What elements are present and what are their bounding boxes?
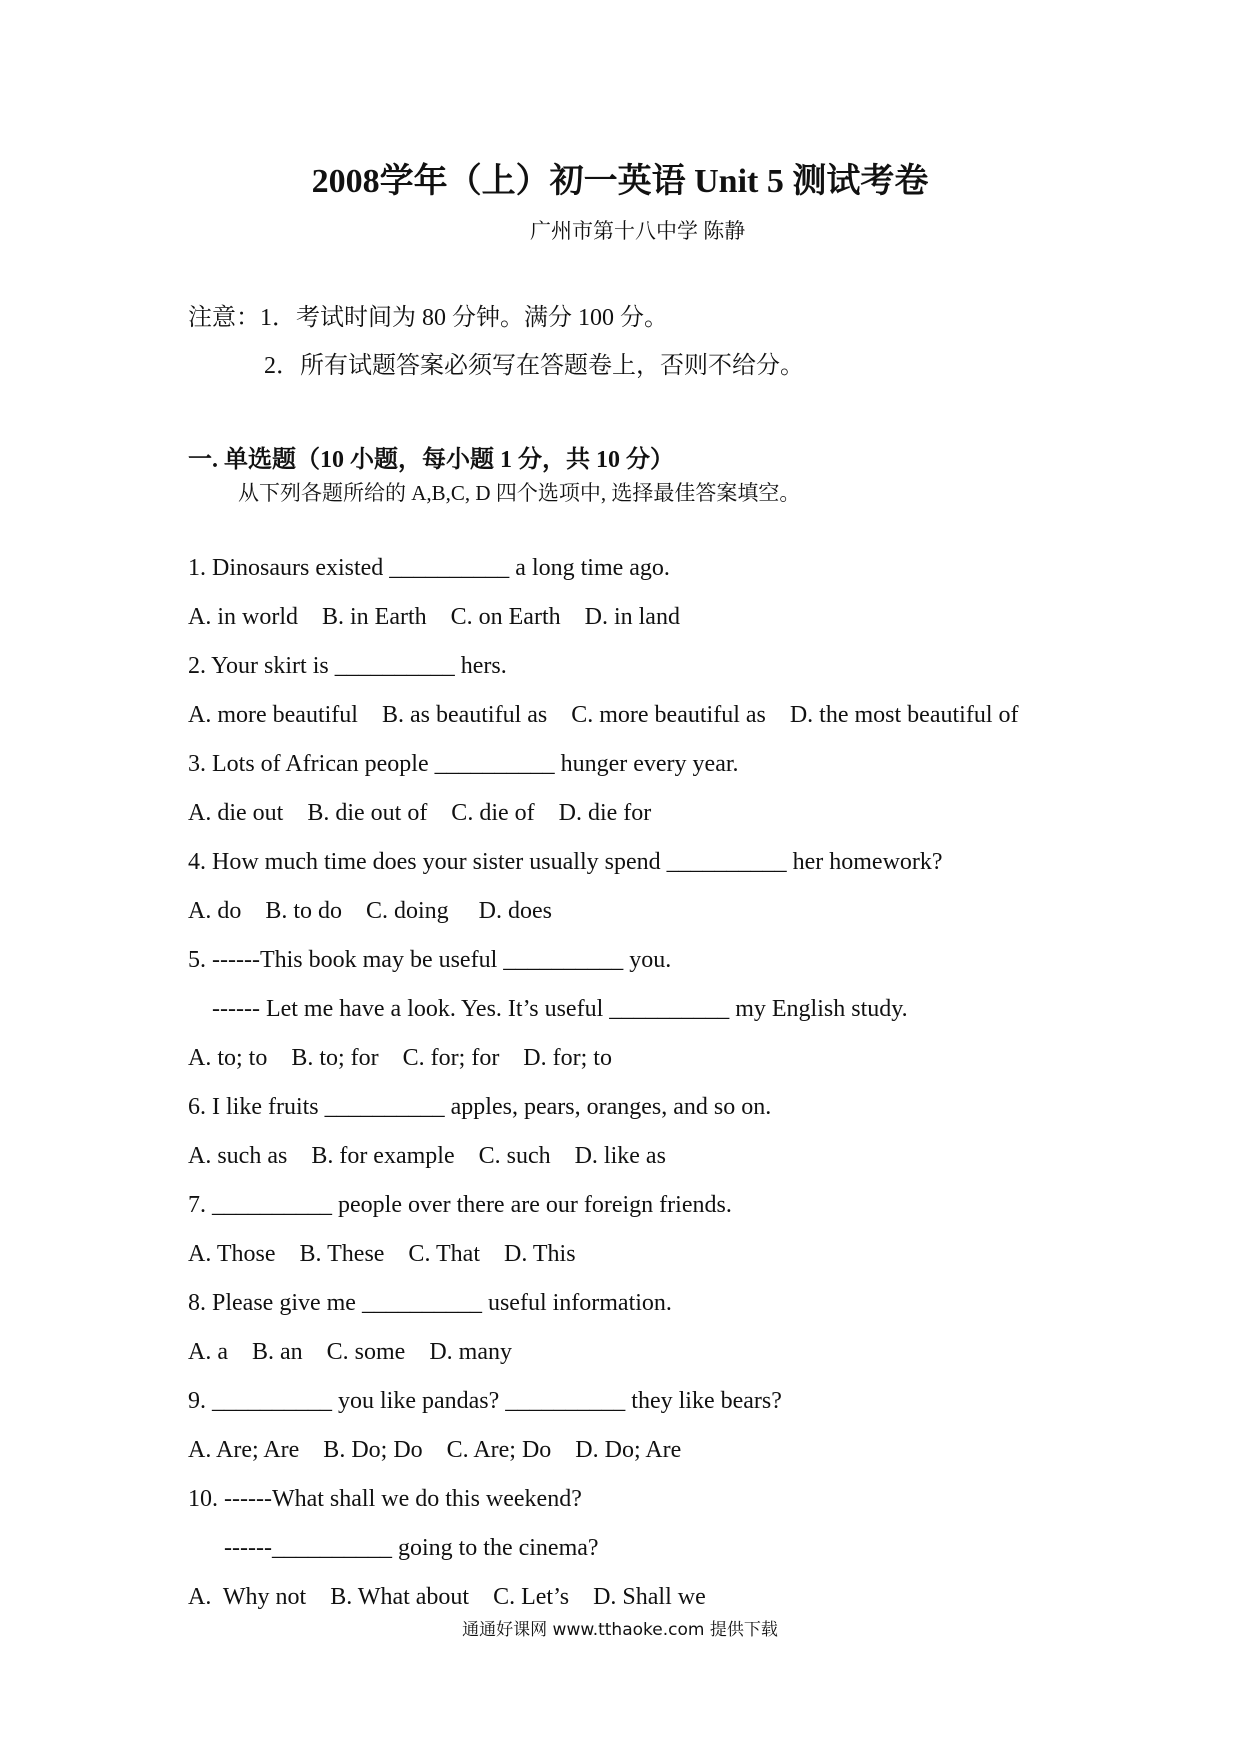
options-2: A. more beautiful B. as beautiful as C. more beautiful as D. the most beautiful of (188, 702, 1019, 728)
question-1: 1. Dinosaurs existed __________ a long time ago. (188, 555, 670, 581)
question-9: 9. __________ you like pandas? __________ they like bears? (188, 1388, 782, 1414)
options-9: A. Are; Are B. Do; Do C. Are; Do D. Do; Are (188, 1437, 682, 1463)
options-8: A. a B. an C. some D. many (188, 1339, 512, 1365)
options-3: A. die out B. die out of C. die of D. die for (188, 800, 652, 826)
options-5: A. to; to B. to; for C. for; for D. for; to (188, 1045, 612, 1071)
options-10: A. Why not B. What about C. Let’s D. Shall we (188, 1584, 706, 1610)
question-4: 4. How much time does your sister usually spend __________ her homework? (188, 849, 943, 875)
question-6: 6. I like fruits __________ apples, pears, oranges, and so on. (188, 1094, 772, 1120)
note-line-1: 注意：1．考试时间为 80 分钟。满分 100 分。 (188, 305, 668, 331)
page-title: 2008学年（上）初一英语 Unit 5 测试考卷 (311, 163, 929, 200)
question-5: 5. ------This book may be useful __________ you. (188, 947, 672, 973)
footer-credit: 通通好课网 www.tthaoke.com 提供下载 (462, 1620, 778, 1640)
question-8: 8. Please give me __________ useful information. (188, 1290, 672, 1316)
question-10: 10. ------What shall we do this weekend? (188, 1486, 582, 1512)
options-1: A. in world B. in Earth C. on Earth D. in land (188, 604, 680, 630)
section-title: 一. 单选题（10 小题，每小题 1 分，共 10 分） (188, 447, 674, 473)
options-7: A. Those B. These C. That D. This (188, 1241, 576, 1267)
section-instruction: 从下列各题所给的 A,B,C, D 四个选项中, 选择最佳答案填空。 (238, 481, 801, 505)
question-10-reply: ------__________ going to the cinema? (224, 1535, 599, 1561)
note-line-2: 2．所有试题答案必须写在答题卷上，否则不给分。 (264, 353, 804, 379)
options-4: A. do B. to do C. doing D. does (188, 898, 553, 924)
question-3: 3. Lots of African people __________ hunger every year. (188, 751, 739, 777)
question-2: 2. Your skirt is __________ hers. (188, 653, 507, 679)
question-7: 7. __________ people over there are our foreign friends. (188, 1192, 732, 1218)
question-list (188, 544, 1188, 1622)
options-6: A. such as B. for example C. such D. like as (188, 1143, 666, 1169)
question-5-reply: ------ Let me have a look. Yes. It’s useful __________ my English study. (212, 996, 908, 1022)
author-line: 广州市第十八中学 陈静 (530, 219, 746, 243)
